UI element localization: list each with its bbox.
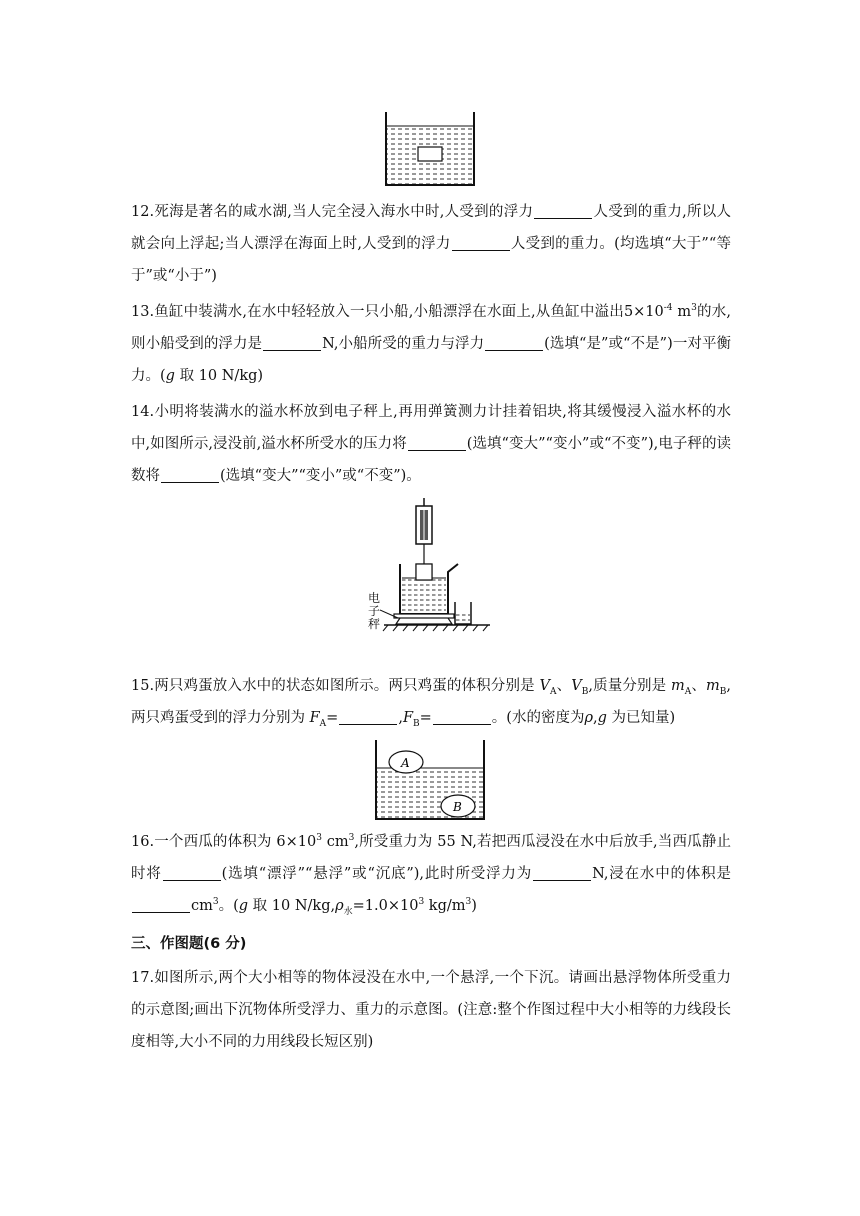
answer-blank[interactable] — [485, 349, 543, 351]
answer-blank[interactable] — [163, 879, 221, 881]
electronic-scale-label: 电子秤 — [368, 591, 381, 631]
figure-two-eggs — [374, 740, 486, 822]
question-14: 14.小明将装满水的溢水杯放到电子秤上,再用弹簧测力计挂着铝块,将其缓慢浸入溢水杯的水中,如图所示,浸没前,溢水杯所受水的压力将 (选填“变大”“变小”或“不变”),电子秤的读数将 (选填“变大”“变小”或“不变”)。 — [131, 404, 732, 484]
question-12: 12.死海是著名的咸水湖,当人完全浸入海水中时,人受到的浮力 人受到的重力,所以人就会向上浮起;当人漂浮在海面上时,人受到的浮力 人受到的重力。(均选填“大于”“等于”或“小于”) — [131, 204, 732, 284]
answer-blank[interactable] — [533, 879, 591, 881]
egg-a-label: A — [401, 756, 410, 770]
answer-blank[interactable] — [408, 449, 466, 451]
figure-overflow-cup-scale — [366, 498, 490, 636]
figure-tank-with-block — [384, 112, 476, 188]
answer-blank[interactable] — [263, 349, 321, 351]
egg-b-label: B — [453, 800, 462, 814]
answer-blank[interactable] — [132, 911, 190, 913]
section-heading: 三、作图题(6 分) — [131, 936, 247, 952]
answer-blank[interactable] — [339, 723, 397, 725]
question-15: 15.两只鸡蛋放入水中的状态如图所示。两只鸡蛋的体积分别是 $V_A$、$V_B$,质量分别是 $m_A$、$m_B$,两只鸡蛋受到的浮力分别为 $F_A= ,F_B=$ 。(水的密度为ρ,g 为已知量) — [131, 678, 732, 729]
question-13: 13.鱼缸中装满水,在水中轻轻放入一只小船,小船漂浮在水面上,从鱼缸中溢出$5\times 10^{-4}$ $m^3$的水,则小船受到的浮力是 N,小船所受的重力与浮力 (选填“是”或“不是”)一对平衡力。(g 取 10 N/kg) — [131, 303, 732, 384]
question-17: 17.如图所示,两个大小相等的物体浸没在水中,一个悬浮,一个下沉。请画出悬浮物体所受重力的示意图;画出下沉物体所受浮力、重力的示意图。(注意:整个作图过程中大小相等的力线段长度相等,大小不同的力用线段长短区别) — [131, 970, 731, 1050]
question-16: 16.一个西瓜的体积为 $6\times 10^3$ $cm^3$,所受重力为 55 N,若把西瓜浸没在水中后放手,当西瓜静止时将 (选填“漂浮”“悬浮”或“沉底”),此时所受浮力为 N,浸在水中的体积是$cm^3$。(g 取 10 $N/kg,\rho_水=1.0\times 10^3$ $kg/m^3$) — [131, 833, 732, 917]
answer-blank[interactable] — [452, 249, 510, 251]
answer-blank[interactable] — [433, 723, 491, 725]
answer-blank[interactable] — [534, 217, 592, 219]
answer-blank[interactable] — [161, 481, 219, 483]
